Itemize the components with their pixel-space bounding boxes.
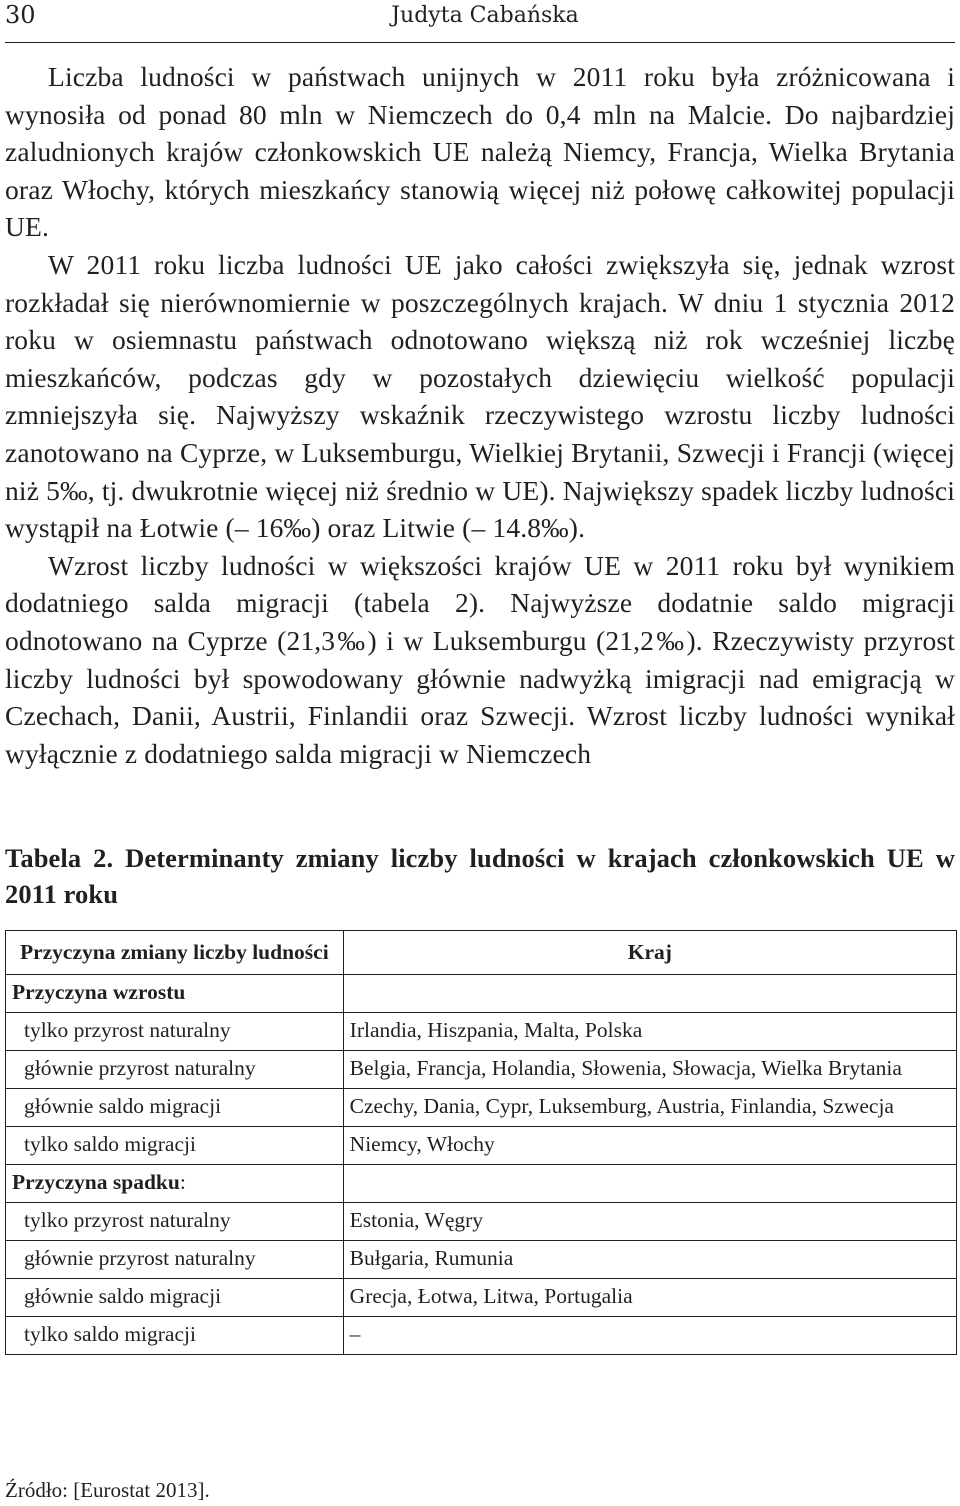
table-row xyxy=(6,1013,957,1051)
table-row xyxy=(6,1317,957,1355)
table-row xyxy=(6,1127,957,1165)
cause-cell: głównie przyrost naturalny xyxy=(6,1051,344,1089)
table-group-row xyxy=(6,1165,957,1203)
running-head-author: Judyta Cabańska xyxy=(391,3,579,28)
paragraph: Liczba ludności w państwach unijnych w 2011 roku była zróżnicowana i wynosiła od ponad 80 mln w Niemczech do 0,4 mln na Malcie. Do najbardziej zaludnionych krajów członkowskich UE należą Niemcy, Francja, Wielka Brytania oraz Włochy, których mieszkańcy stanowią więcej niż połowę całkowitej populacji UE. xyxy=(5,61,955,243)
countries-cell: Bułgaria, Rumunia xyxy=(343,1241,956,1279)
empty-cell xyxy=(343,1165,956,1203)
table-row xyxy=(6,1241,957,1279)
cause-cell: głównie saldo migracji xyxy=(6,1089,344,1127)
cause-cell: tylko saldo migracji xyxy=(6,1317,344,1355)
countries-cell: Niemcy, Włochy xyxy=(343,1127,956,1165)
table-row xyxy=(6,1089,957,1127)
group-label-decrease xyxy=(6,1165,344,1203)
cause-cell: tylko przyrost naturalny xyxy=(6,1203,344,1241)
countries-cell: – xyxy=(343,1317,956,1355)
group-label-text: Przyczyna spadku xyxy=(12,1170,180,1194)
countries-cell: Belgia, Francja, Holandia, Słowenia, Słowacja, Wielka Brytania xyxy=(343,1051,956,1089)
group-label-suffix: : xyxy=(179,1170,186,1194)
table-source-note: Źródło: [Eurostat 2013]. xyxy=(5,1478,210,1502)
column-header-country: Kraj xyxy=(343,931,956,975)
empty-cell xyxy=(343,975,956,1013)
table-group-row xyxy=(6,975,957,1013)
paragraph: W 2011 roku liczba ludności UE jako całości zwiększyła się, jednak wzrost rozkładał się nierównomiernie w poszczególnych krajach. W dniu 1 stycznia 2012 roku w osiemnastu państwach odnotowano większą niż rok wcześniej liczbę mieszkańców, podczas gdy w pozostałych dziewięciu wielkość populacji zmniejszyła się. Najwyższy wskaźnik rzeczywistego wzrostu liczby ludności zanotowano na Cyprze, w Luksemburgu, Wielkiej Brytanii, Szwecji i Francji (więcej niż 5‰, tj. dwukrotnie więcej niż średnio w UE). Największy spadek liczby ludności wystąpił na Łotwie (– 16‰) oraz Litwie (– 14.8‰). xyxy=(5,248,955,544)
determinants-table xyxy=(5,930,957,1355)
page-header xyxy=(5,0,955,43)
page-number: 30 xyxy=(5,1,36,29)
body-text xyxy=(5,58,955,772)
column-header-cause: Przyczyna zmiany liczby ludności xyxy=(6,931,344,975)
cause-cell: tylko przyrost naturalny xyxy=(6,1013,344,1051)
countries-cell: Grecja, Łotwa, Litwa, Portugalia xyxy=(343,1279,956,1317)
countries-cell: Estonia, Węgry xyxy=(343,1203,956,1241)
table-caption: Tabela 2. Determinanty zmiany liczby ludności w krajach członkowskich UE w 2011 roku xyxy=(5,843,955,909)
table-row xyxy=(6,1203,957,1241)
table-row xyxy=(6,1279,957,1317)
countries-cell: Czechy, Dania, Cypr, Luksemburg, Austria, Finlandia, Szwecja xyxy=(343,1089,956,1127)
table-header-row xyxy=(6,931,957,975)
countries-cell: Irlandia, Hiszpania, Malta, Polska xyxy=(343,1013,956,1051)
cause-cell: głównie przyrost naturalny xyxy=(6,1241,344,1279)
cause-cell: głównie saldo migracji xyxy=(6,1279,344,1317)
paragraph: Wzrost liczby ludności w większości krajów UE w 2011 roku był wynikiem dodatniego salda migracji (tabela 2). Najwyższe dodatnie saldo migracji odnotowano na Cyprze (21,3‰) i w Luksemburgu (21,2‰). Rzeczywisty przyrost liczby ludności był spowodowany głównie nadwyżką imigracji nad emigracją w Czechach, Danii, Austrii, Finlandii oraz Szwecji. Wzrost liczby ludności wynikał wyłącznie z dodatniego salda migracji w Niemczech xyxy=(5,549,955,769)
group-label-text: Przyczyna wzrostu xyxy=(12,980,186,1004)
group-label-increase xyxy=(6,975,344,1013)
table-row xyxy=(6,1051,957,1089)
cause-cell: tylko saldo migracji xyxy=(6,1127,344,1165)
